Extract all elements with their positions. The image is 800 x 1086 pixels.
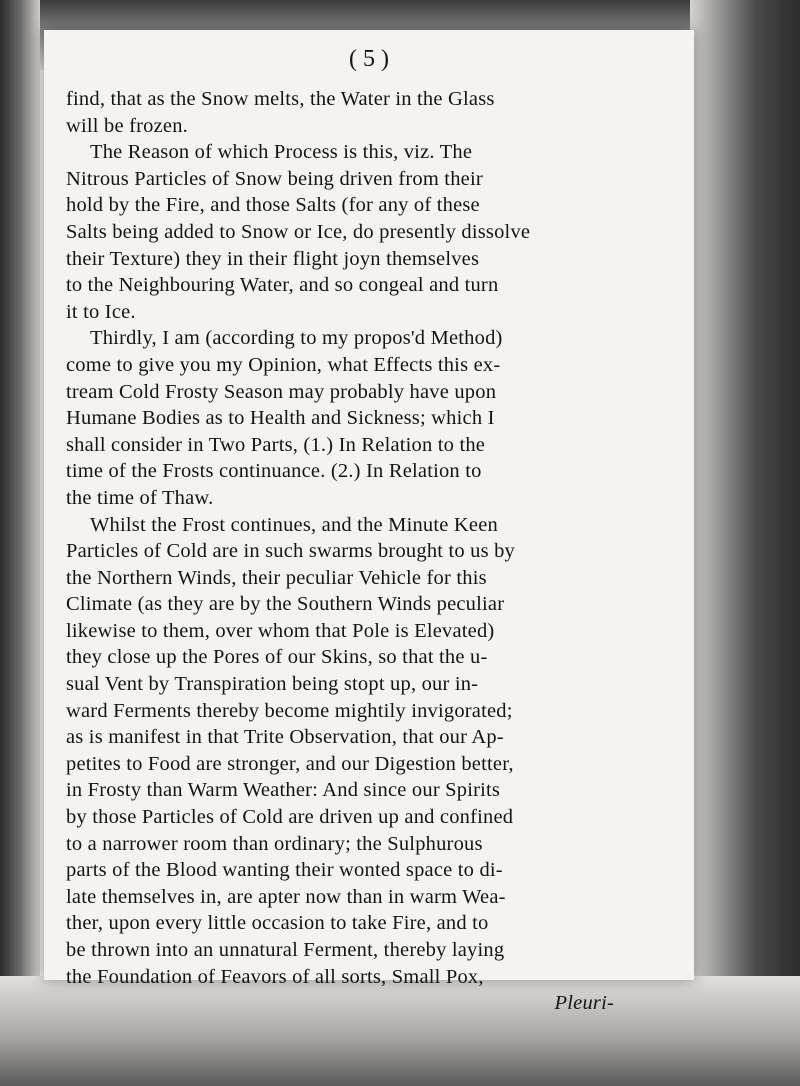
text-line: petites to Food are stronger, and our Digestion better, — [66, 752, 514, 775]
page-number: ( 5 ) — [349, 46, 389, 72]
book-edge-left — [0, 0, 40, 1086]
book-page — [44, 30, 694, 1015]
text-line: find, that as the Snow melts, the Water in the Glass — [66, 88, 495, 110]
text-line: they close up the Pores of our Skins, so that the u- — [66, 646, 488, 669]
text-line: to a narrower room than ordinary; the Sulphurous — [66, 832, 483, 855]
text-line: late themselves in, are apter now than in warm Wea- — [66, 885, 506, 908]
text-line: shall consider in Two Parts, (1.) In Relation to the — [66, 433, 486, 456]
text-line: their Texture) they in their flight joyn themselves — [66, 247, 480, 270]
book-edge-right — [690, 0, 800, 1086]
text-line: Humane Bodies as to Health and Sickness; which I — [66, 407, 495, 430]
text-line: by those Particles of Cold are driven up and confined — [66, 806, 514, 829]
text-line: likewise to them, over whom that Pole is Elevated) — [66, 619, 495, 642]
text-line: ther, upon every little occasion to take Fire, and to — [66, 912, 489, 935]
text-line: it to Ice. — [66, 300, 136, 323]
text-line: Whilst the Frost continues, and the Minute Keen — [90, 513, 498, 536]
text-line: Climate (as they are by the Southern Winds peculiar — [66, 593, 505, 616]
body-text — [66, 86, 664, 1017]
text-line: Nitrous Particles of Snow being driven from their — [66, 167, 483, 190]
text-line: the Foundation of Feavors of all sorts, Small Pox, — [66, 965, 484, 988]
text-line: sual Vent by Transpiration being stopt up, our in- — [66, 673, 479, 696]
text-line: Particles of Cold are in such swarms brought to us by — [66, 540, 516, 563]
text-line: hold by the Fire, and those Salts (for any of these — [66, 194, 480, 217]
text-line: tream Cold Frosty Season may probably have upon — [66, 380, 497, 403]
text-line: Pleuri- — [554, 992, 614, 1015]
text-line: ward Ferments thereby become mightily invigorated; — [66, 699, 513, 722]
text-line: the Northern Winds, their peculiar Vehicle for this — [66, 566, 487, 589]
text-line: the time of Thaw. — [66, 486, 214, 509]
text-line: as is manifest in that Trite Observation, that our Ap- — [66, 726, 504, 749]
text-line: Salts being added to Snow or Ice, do presently dissolve — [66, 220, 531, 243]
text-line: will be frozen. — [66, 114, 188, 137]
text-line: in Frosty than Warm Weather: And since our Spirits — [66, 779, 501, 802]
text-line: The Reason of which Process is this, viz. The — [90, 141, 473, 164]
text-line: parts of the Blood wanting their wonted space to di- — [66, 859, 503, 882]
text-line: be thrown into an unnatural Ferment, thereby laying — [66, 939, 505, 961]
text-line: Thirdly, I am (according to my propos'd Method) — [90, 327, 503, 350]
text-line: to the Neighbouring Water, and so congeal and turn — [66, 274, 499, 297]
text-line: time of the Frosts continuance. (2.) In Relation to — [66, 460, 482, 483]
text-line: come to give you my Opinion, what Effects this ex- — [66, 353, 501, 376]
